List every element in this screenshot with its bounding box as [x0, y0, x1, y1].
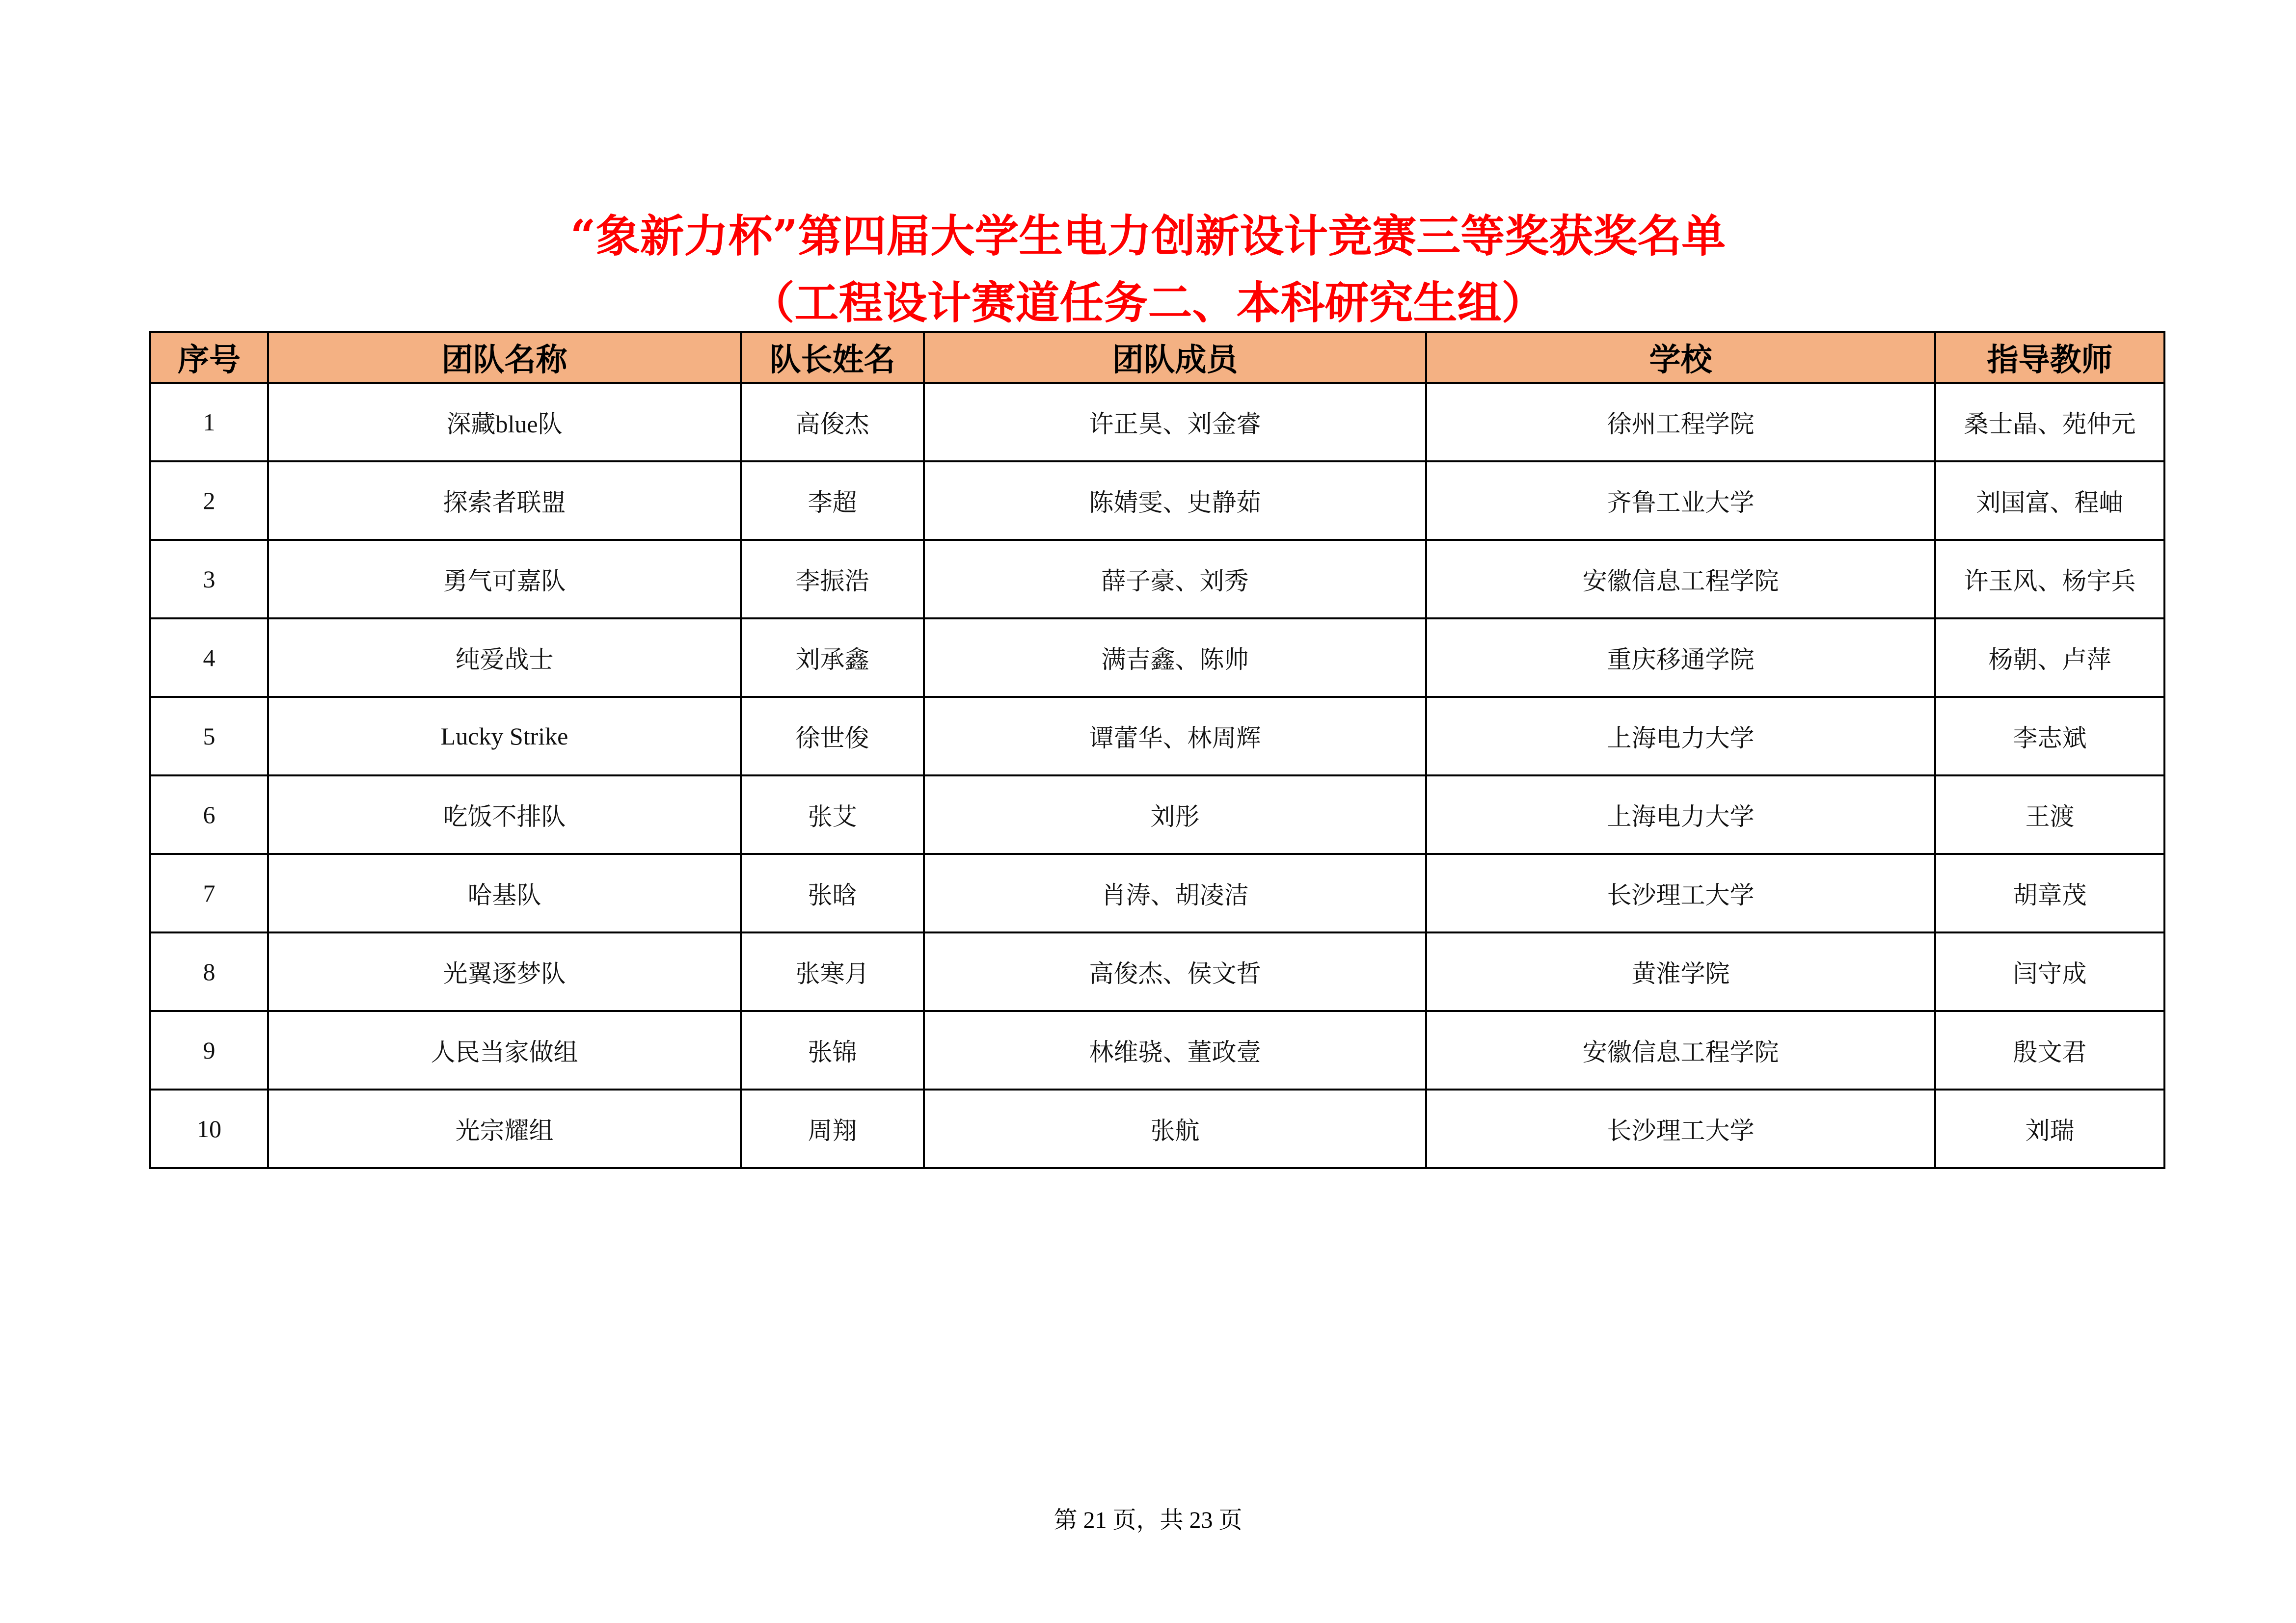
cell-index: 7 [150, 854, 268, 932]
cell-captain: 周翔 [741, 1090, 924, 1168]
cell-members: 张航 [924, 1090, 1426, 1168]
cell-school: 上海电力大学 [1426, 775, 1935, 854]
page-title-line1: “象新力杯”第四届大学生电力创新设计竞赛三等奖获奖名单 [570, 210, 1726, 262]
cell-members: 高俊杰、侯文哲 [924, 932, 1426, 1011]
cell-captain: 李超 [741, 461, 924, 540]
cell-index: 4 [150, 618, 268, 697]
cell-index: 6 [150, 775, 268, 854]
cell-members: 肖涛、胡凌洁 [924, 854, 1426, 932]
table-row [150, 854, 2164, 932]
table-row [150, 775, 2164, 854]
cell-advisor: 桑士晶、苑仲元 [1935, 383, 2164, 461]
cell-members: 陈婧雯、史静茹 [924, 461, 1426, 540]
cell-members: 林维骁、董政壹 [924, 1011, 1426, 1090]
cell-index: 1 [150, 383, 268, 461]
cell-index: 2 [150, 461, 268, 540]
table-header [150, 332, 2164, 383]
table-row [150, 540, 2164, 618]
table-row [150, 618, 2164, 697]
cell-advisor: 刘瑞 [1935, 1090, 2164, 1168]
awards-table [149, 331, 2165, 1169]
cell-school: 长沙理工大学 [1426, 854, 1935, 932]
cell-index: 10 [150, 1090, 268, 1168]
cell-school: 安徽信息工程学院 [1426, 540, 1935, 618]
cell-members: 谭蕾华、林周辉 [924, 697, 1426, 775]
cell-team-name: Lucky Strike [268, 697, 741, 775]
cell-school: 黄淮学院 [1426, 932, 1935, 1011]
cell-school: 重庆移通学院 [1426, 618, 1935, 697]
cell-school: 徐州工程学院 [1426, 383, 1935, 461]
cell-captain: 张锦 [741, 1011, 924, 1090]
cell-team-name: 人民当家做组 [268, 1011, 741, 1090]
cell-advisor: 许玉风、杨宇兵 [1935, 540, 2164, 618]
table-row [150, 697, 2164, 775]
cell-index: 5 [150, 697, 268, 775]
cell-captain: 张晗 [741, 854, 924, 932]
cell-index: 8 [150, 932, 268, 1011]
page-title [0, 203, 2296, 336]
cell-advisor: 胡章茂 [1935, 854, 2164, 932]
cell-advisor: 殷文君 [1935, 1011, 2164, 1090]
cell-advisor: 杨朝、卢萍 [1935, 618, 2164, 697]
cell-members: 满吉鑫、陈帅 [924, 618, 1426, 697]
cell-school: 齐鲁工业大学 [1426, 461, 1935, 540]
table-row [150, 932, 2164, 1011]
table-body [150, 383, 2164, 1168]
cell-captain: 刘承鑫 [741, 618, 924, 697]
cell-advisor: 王渡 [1935, 775, 2164, 854]
cell-advisor: 刘国富、程岫 [1935, 461, 2164, 540]
cell-members: 薛子豪、刘秀 [924, 540, 1426, 618]
cell-team-name: 吃饭不排队 [268, 775, 741, 854]
header-cell-index: 序号 [150, 332, 268, 383]
cell-captain: 张艾 [741, 775, 924, 854]
cell-captain: 张寒月 [741, 932, 924, 1011]
table-row [150, 461, 2164, 540]
cell-team-name: 纯爱战士 [268, 618, 741, 697]
cell-team-name: 光翼逐梦队 [268, 932, 741, 1011]
header-cell-advisor: 指导教师 [1935, 332, 2164, 383]
header-cell-members: 团队成员 [924, 332, 1426, 383]
cell-school: 安徽信息工程学院 [1426, 1011, 1935, 1090]
cell-team-name: 哈基队 [268, 854, 741, 932]
cell-team-name: 光宗耀组 [268, 1090, 741, 1168]
cell-team-name: 深藏blue队 [268, 383, 741, 461]
header-cell-captain: 队长姓名 [741, 332, 924, 383]
table-row [150, 1011, 2164, 1090]
cell-captain: 徐世俊 [741, 697, 924, 775]
cell-index: 9 [150, 1011, 268, 1090]
cell-advisor: 李志斌 [1935, 697, 2164, 775]
cell-members: 许正昊、刘金睿 [924, 383, 1426, 461]
cell-school: 上海电力大学 [1426, 697, 1935, 775]
header-cell-team-name: 团队名称 [268, 332, 741, 383]
table-row [150, 1090, 2164, 1168]
cell-captain: 李振浩 [741, 540, 924, 618]
header-row [150, 332, 2164, 383]
cell-team-name: 勇气可嘉队 [268, 540, 741, 618]
cell-index: 3 [150, 540, 268, 618]
header-cell-school: 学校 [1426, 332, 1935, 383]
page-number: 第 21 页，共 23 页 [1053, 1507, 1243, 1533]
cell-school: 长沙理工大学 [1426, 1090, 1935, 1168]
cell-members: 刘彤 [924, 775, 1426, 854]
page-title-line2: （工程设计赛道任务二、本科研究生组） [750, 277, 1546, 329]
cell-team-name: 探索者联盟 [268, 461, 741, 540]
table-row [150, 383, 2164, 461]
cell-captain: 高俊杰 [741, 383, 924, 461]
cell-advisor: 闫守成 [1935, 932, 2164, 1011]
